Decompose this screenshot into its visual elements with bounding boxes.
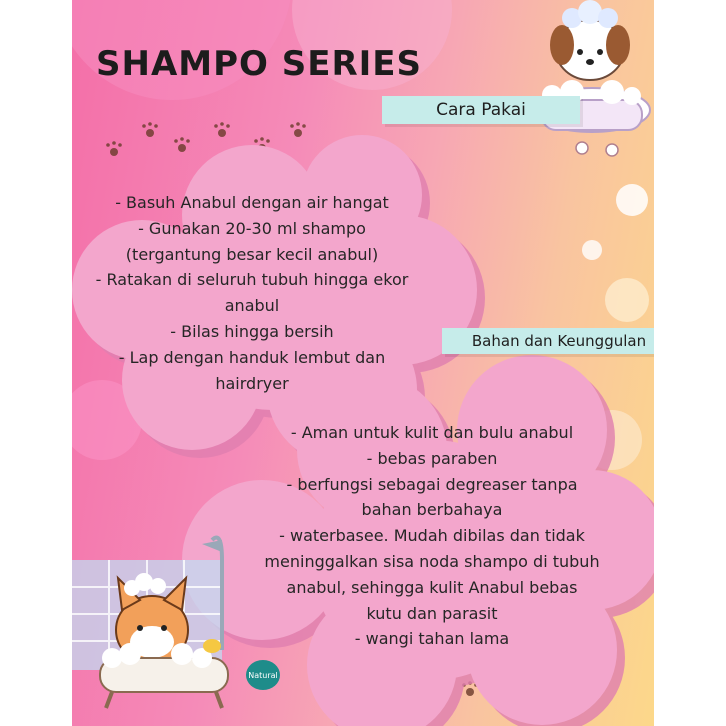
benefit-line: - bebas paraben [366,448,498,468]
benefit-line: - berfungsi sebagai degreaser tanpa [286,474,578,494]
usage-line: - Ratakan di seluruh tubuh hingga ekor [95,270,409,290]
badge-label: Natural [248,670,278,680]
poster [72,0,654,726]
usage-line: - Lap dengan handuk lembut dan [118,347,386,367]
dog-bath-illustration [512,0,654,160]
usage-line: - Bilas hingga bersih [170,321,334,341]
benefit-line: meninggalkan sisa noda shampo di tubuh [264,551,600,571]
usage-text [72,190,432,396]
benefit-line: - waterbasee. Mudah dibilas dan tidak [279,526,585,546]
natural-badge-icon [246,660,280,690]
usage-line: - Gunakan 20-30 ml shampo [138,218,366,238]
benefits-heading: Bahan dan Keunggulan [442,328,654,354]
usage-line: anabul [224,296,280,316]
benefit-line: kutu dan parasit [366,603,498,623]
benefit-line: bahan berbahaya [361,500,503,520]
usage-heading: Cara Pakai [382,96,580,124]
usage-line: - Basuh Anabul dengan air hangat [115,193,389,212]
benefit-line: anabul, sehingga kulit Anabul bebas [286,577,578,597]
usage-line: (tergantung besar kecil anabul) [125,244,379,264]
page-title: SHAMPO SERIES [96,44,423,84]
benefits-text [232,420,632,652]
benefit-line: - wangi tahan lama [354,629,510,649]
usage-line: hairdryer [215,373,289,393]
benefit-line: - Aman untuk kulit dan bulu anabul [290,423,574,442]
